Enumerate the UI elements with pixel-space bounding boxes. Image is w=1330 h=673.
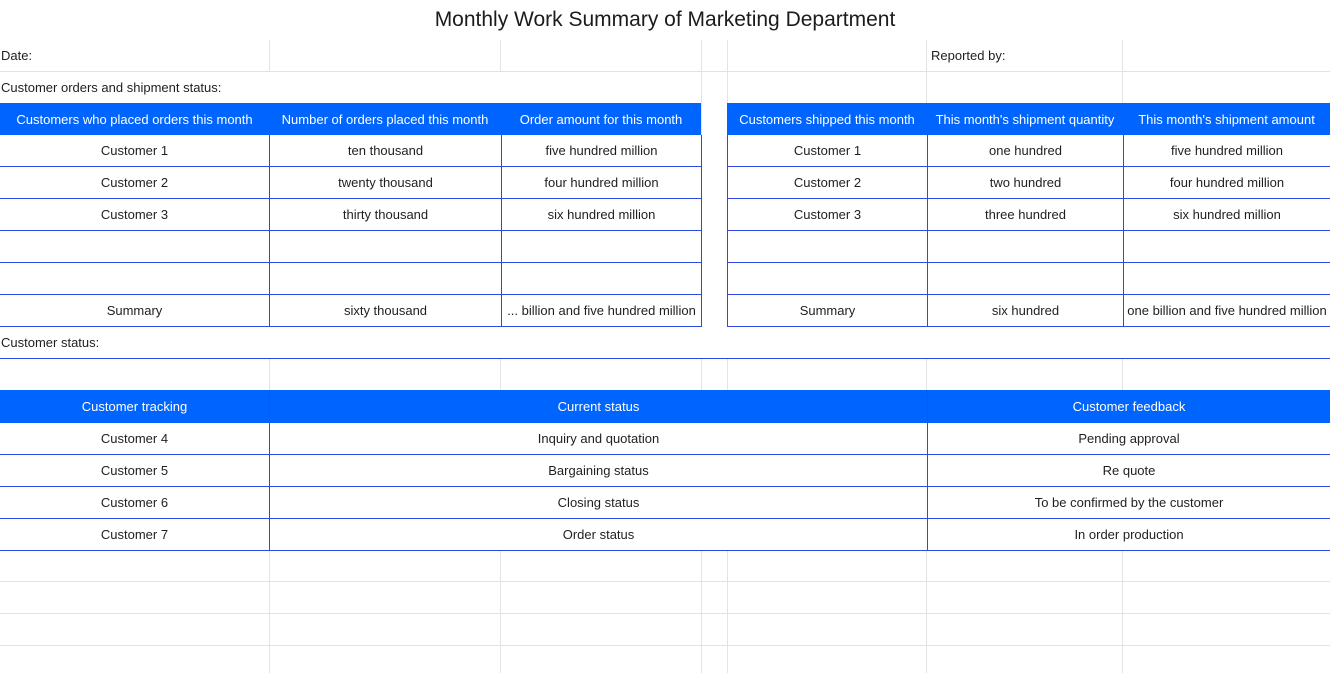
- table-cell[interactable]: Customer 2: [0, 167, 270, 199]
- table-cell[interactable]: [727, 263, 928, 295]
- table-cell[interactable]: Customer 6: [0, 487, 270, 519]
- table-cell[interactable]: six hundred million: [502, 199, 702, 231]
- gridline: [0, 613, 1330, 614]
- date-label[interactable]: Date:: [1, 48, 33, 63]
- table-cell[interactable]: Customer 1: [0, 135, 270, 167]
- table-cell[interactable]: one hundred: [928, 135, 1124, 167]
- table-cell[interactable]: six hundred million: [1124, 199, 1330, 231]
- orders-section-label[interactable]: Customer orders and shipment status:: [0, 72, 700, 103]
- table-cell[interactable]: [928, 231, 1124, 263]
- table-cell[interactable]: Customer 2: [727, 167, 928, 199]
- table-cell[interactable]: [0, 231, 270, 263]
- table-cell[interactable]: two hundred: [928, 167, 1124, 199]
- table-cell[interactable]: Customer 3: [727, 199, 928, 231]
- shipment-summary-amount[interactable]: one billion and five hundred million: [1124, 295, 1330, 327]
- table-cell[interactable]: [1124, 263, 1330, 295]
- orders-summary-count[interactable]: sixty thousand: [270, 295, 502, 327]
- table-cell[interactable]: Customer 1: [727, 135, 928, 167]
- status-header-current[interactable]: Current status: [269, 390, 927, 423]
- table-cell[interactable]: Customer 4: [0, 423, 270, 455]
- orders-header-customers[interactable]: Customers who placed orders this month: [0, 103, 269, 135]
- table-cell[interactable]: [0, 263, 270, 295]
- table-cell[interactable]: Customer 5: [0, 455, 270, 487]
- table-cell[interactable]: four hundred million: [502, 167, 702, 199]
- table-cell[interactable]: [502, 231, 702, 263]
- shipment-summary-label[interactable]: Summary: [727, 295, 928, 327]
- table-cell[interactable]: Re quote: [928, 455, 1330, 487]
- orders-summary-label[interactable]: Summary: [0, 295, 270, 327]
- sheet-title[interactable]: Monthly Work Summary of Marketing Department: [0, 0, 1330, 40]
- table-cell[interactable]: [502, 263, 702, 295]
- table-cell[interactable]: [928, 263, 1124, 295]
- shipment-header-customers[interactable]: Customers shipped this month: [727, 103, 927, 135]
- table-cell[interactable]: Customer 3: [0, 199, 270, 231]
- gridline: [0, 581, 1330, 582]
- shipment-header-quantity[interactable]: This month's shipment quantity: [927, 103, 1123, 135]
- table-cell[interactable]: five hundred million: [1124, 135, 1330, 167]
- shipment-header-amount[interactable]: This month's shipment amount: [1123, 103, 1330, 135]
- table-cell[interactable]: five hundred million: [502, 135, 702, 167]
- reported-by-label[interactable]: Reported by:: [931, 48, 1006, 63]
- status-section-label[interactable]: Customer status:: [0, 327, 1330, 359]
- table-cell[interactable]: Order status: [270, 519, 928, 551]
- table-cell[interactable]: Customer 7: [0, 519, 270, 551]
- table-cell[interactable]: [1124, 231, 1330, 263]
- orders-header-count[interactable]: Number of orders placed this month: [269, 103, 501, 135]
- table-cell[interactable]: [727, 231, 928, 263]
- table-cell[interactable]: [270, 263, 502, 295]
- shipment-summary-quantity[interactable]: six hundred: [928, 295, 1124, 327]
- table-cell[interactable]: To be confirmed by the customer: [928, 487, 1330, 519]
- table-cell[interactable]: Pending approval: [928, 423, 1330, 455]
- table-cell[interactable]: In order production: [928, 519, 1330, 551]
- orders-header-amount[interactable]: Order amount for this month: [501, 103, 701, 135]
- table-cell[interactable]: twenty thousand: [270, 167, 502, 199]
- table-cell[interactable]: four hundred million: [1124, 167, 1330, 199]
- status-header-feedback[interactable]: Customer feedback: [927, 390, 1330, 423]
- status-header-tracking[interactable]: Customer tracking: [0, 390, 269, 423]
- table-cell[interactable]: Inquiry and quotation: [270, 423, 928, 455]
- table-cell[interactable]: ten thousand: [270, 135, 502, 167]
- table-cell[interactable]: thirty thousand: [270, 199, 502, 231]
- table-cell[interactable]: Closing status: [270, 487, 928, 519]
- table-cell[interactable]: three hundred: [928, 199, 1124, 231]
- table-cell[interactable]: [270, 231, 502, 263]
- gridline: [0, 645, 1330, 646]
- table-cell[interactable]: Bargaining status: [270, 455, 928, 487]
- orders-summary-amount[interactable]: ... billion and five hundred million: [502, 295, 702, 327]
